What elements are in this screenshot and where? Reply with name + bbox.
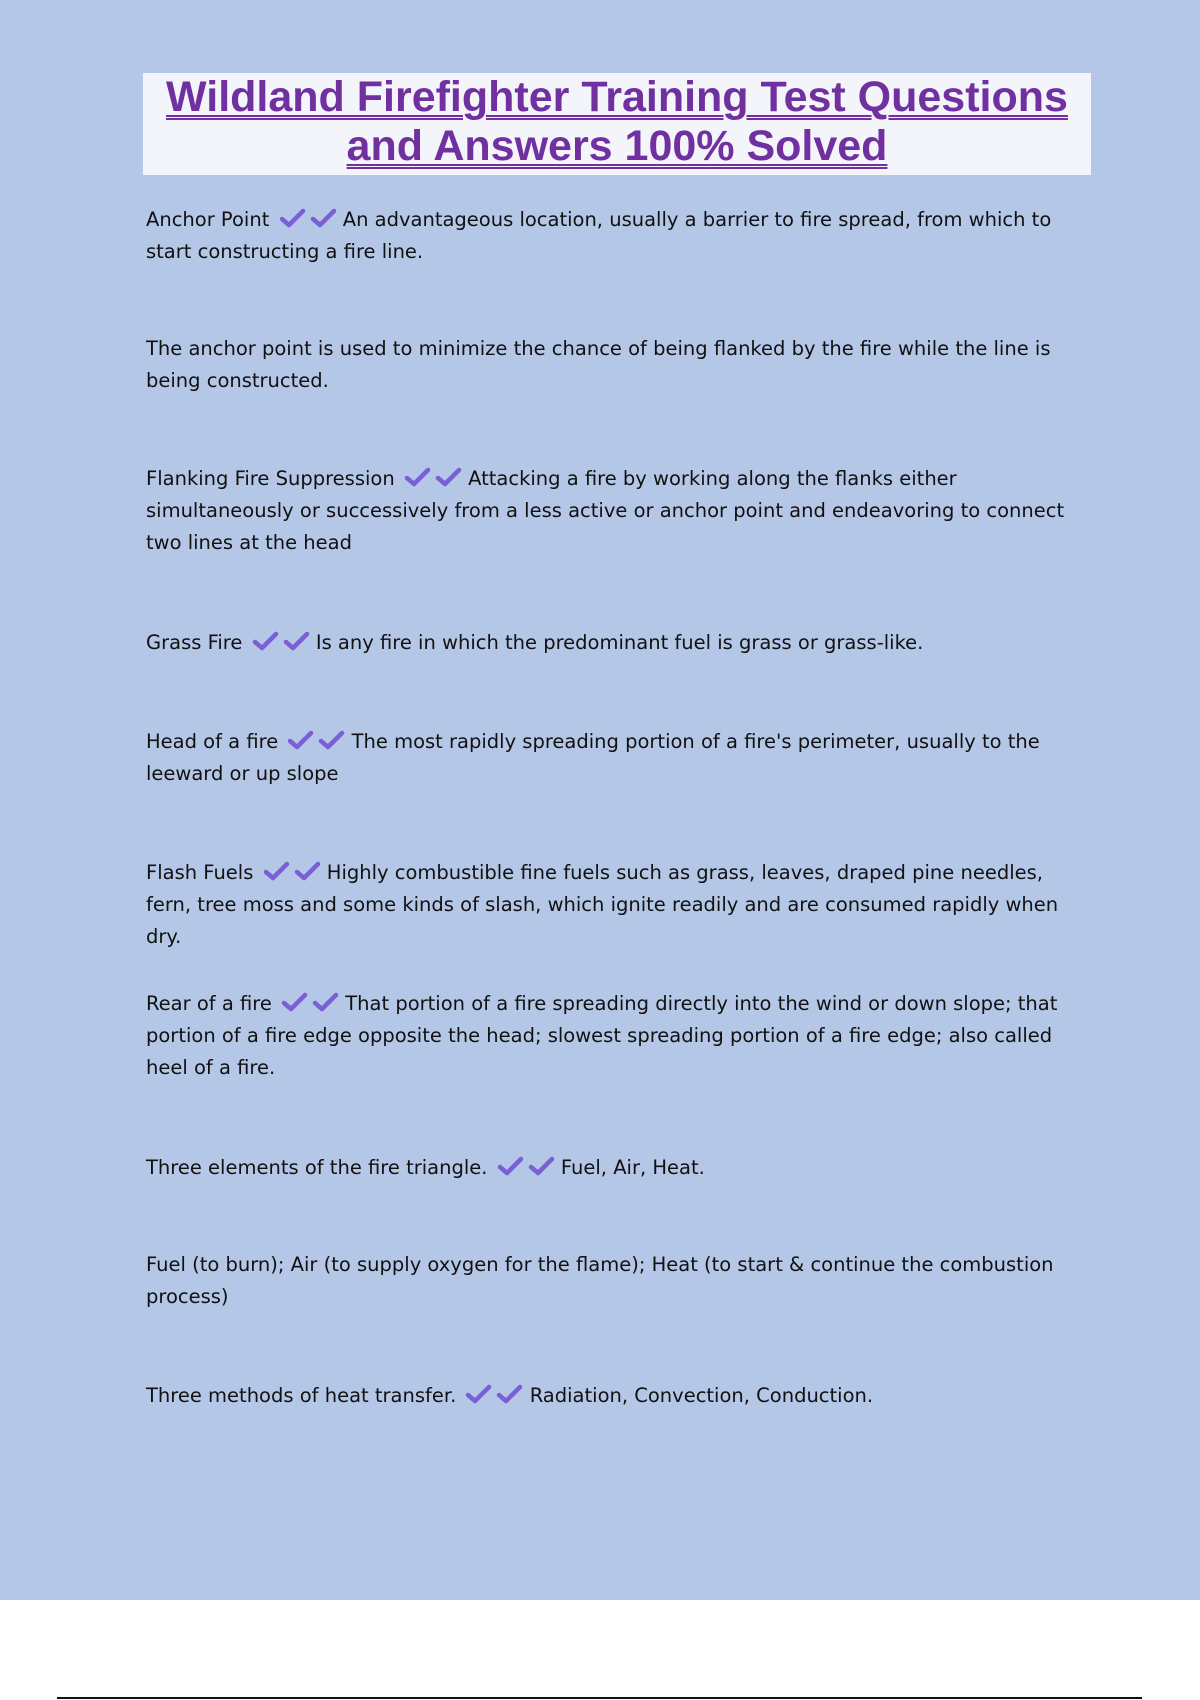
check-icon [318,730,345,750]
entry-answer: Fuel (to burn); Air (to supply oxygen for the flame); Heat (to start & continue the combustion process) [146,1253,1054,1308]
check-icon [435,467,462,487]
entry-answer: Radiation, Convection, Conduction. [529,1384,874,1407]
check-icon [263,861,290,881]
check-icon [252,631,279,651]
qa-entry-head-of-fire [146,726,1086,790]
check-icon [294,861,321,881]
title-box [143,73,1091,175]
page-title-line-1: Wildland Firefighter Training Test Questions [166,73,1068,121]
entry-term: Flanking Fire Suppression [146,467,395,490]
qa-entry-grass-fire [146,627,1086,659]
qa-entry-rear-of-fire [146,988,1086,1084]
entry-term: Grass Fire [146,631,243,654]
check-icon [283,631,310,651]
qa-entry-heat-transfer [146,1380,1086,1412]
entry-answer: An advantageous location, usually a barrier to fire spread, from which to start constructing a fire line. [146,208,1052,263]
entry-term: Anchor Point [146,208,270,231]
qa-entry-flanking [146,463,1086,559]
entry-term: Three methods of heat transfer. [146,1384,457,1407]
qa-entry-anchor-point [146,204,1086,268]
entry-term: Head of a fire [146,730,279,753]
entry-answer: The most rapidly spreading portion of a fire's perimeter, usually to the leeward or up slope [146,730,1040,785]
qa-entry-fire-triangle [146,1152,1086,1184]
entry-answer: The anchor point is used to minimize the chance of being flanked by the fire while the line is being constructed. [146,337,1051,392]
check-icon [497,1156,524,1176]
check-icon [528,1156,555,1176]
qa-entry-fire-triangle-note [146,1249,1086,1313]
entry-term: Rear of a fire [146,992,272,1015]
check-icon [287,730,314,750]
check-icon [310,208,337,228]
entry-answer: Attacking a fire by working along the flanks either simultaneously or successively from a less active or anchor point and endeavoring to connect two lines at the head [146,467,1065,554]
qa-entry-flash-fuels [146,857,1086,953]
entry-term: Flash Fuels [146,861,254,884]
check-icon [404,467,431,487]
check-icon [465,1384,492,1404]
entry-answer: Fuel, Air, Heat. [560,1156,705,1179]
qa-entry-anchor-note [146,333,1086,397]
check-icon [281,992,308,1012]
check-icon [279,208,306,228]
entry-answer: That portion of a fire spreading directly into the wind or down slope; that portion of a fire edge opposite the head; slowest spreading portion of a fire edge; also called heel of a fire. [146,992,1058,1079]
footer-divider [57,1697,1142,1699]
entry-answer: Highly combustible fine fuels such as grass, leaves, draped pine needles, fern, tree moss and some kinds of slash, which ignite readily and are consumed rapidly when dry. [146,861,1059,948]
check-icon [496,1384,523,1404]
page-title-line-2: and Answers 100% Solved [346,122,888,170]
entry-answer: Is any fire in which the predominant fuel is grass or grass-like. [315,631,924,654]
entry-term: Three elements of the fire triangle. [146,1156,488,1179]
check-icon [312,992,339,1012]
